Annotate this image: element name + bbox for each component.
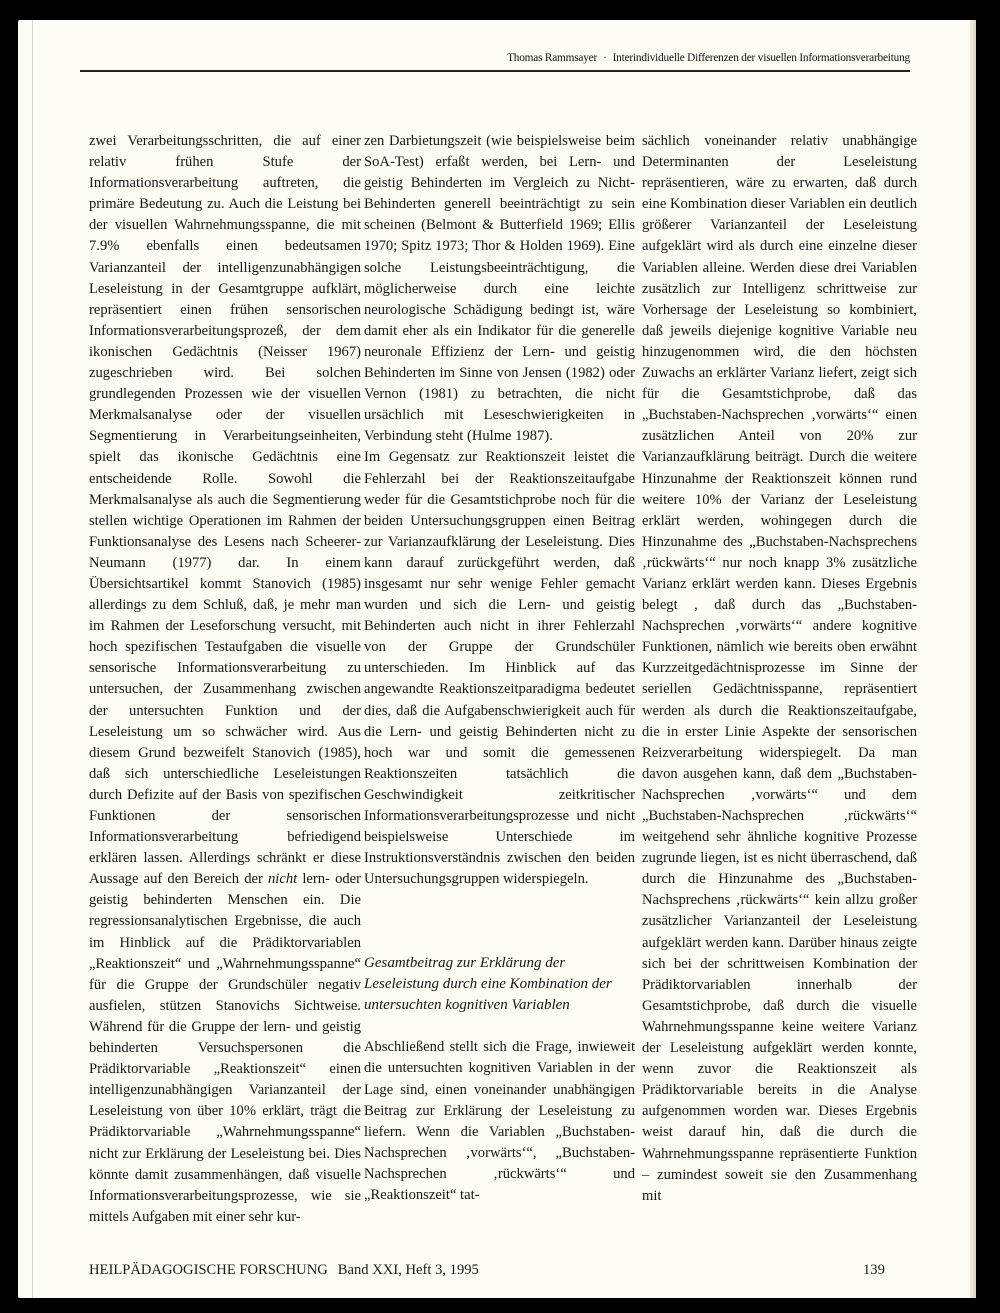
page-gutter-line: [32, 20, 33, 1298]
text-column-3: [642, 131, 917, 1207]
section-subheading: Gesamtbeitrag zur Erklärung der Leseleistung durch eine Kombination der untersuchten kognitiven Variablen: [364, 955, 612, 1014]
paragraph: zen Darbietungszeit (wie beispielsweise beim SoA-Test) erfaßt werden, bei Lern- und geistig Behinderten im Vergleich zu Nicht-Behinderten generell beeinträchtigt zu sein scheinen (Belmont & Butterfield 1969; Ellis 1970; Spitz 1973; Thor & Holden 1969). Eine solche Leistungsbeeinträchtigung, die möglicherweise durch eine leichte neurologische Schädigung bedingt ist, wäre damit eher als ein Indikator für die generelle neuronale Effizienz der Lern- und geistig Behinderten im Sinne von Jensen (1982) oder Vernon (1981) zu betrachten, die nicht ursächlich mit Leseschwierigkeiten in Verbindung steht (Hulme 1987).: [364, 133, 635, 445]
running-head-title: Interindividuelle Differenzen der visuellen Informationsverarbeitung: [612, 52, 910, 64]
paragraph: [89, 131, 361, 1228]
running-head: [80, 52, 910, 64]
running-head-separator: ·: [603, 52, 607, 64]
paragraph: Im Gegensatz zur Reaktionszeit leistet die Fehlerzahl bei der Reaktionszeitaufgabe weder für die Gesamtstichprobe noch für die beiden Untersuchungsgruppen einen Beitrag zur Varianzaufklärung der Leseleistung. Dies kann darauf zurückgeführt werden, daß insgesamt nur sehr wenige Fehler gemacht wurden und sich die Lern- und geistig Behinderten auch nicht in ihrer Fehlerzahl von der Gruppe der Grundschüler unterschieden. Im Hinblick auf das angewandte Reaktionszeitparadigma bedeutet dies, daß die Aufgabenschwierigkeit auch für die Lern- und geistig Behinderten nicht zu hoch war und somit die gemessenen Reaktionszeiten tatsächlich die Geschwindigkeit zeitkritischer Informationsverarbeitungsprozesse und nicht beispielsweise Unterschiede im Instruktionsverständnis zwischen den beiden Untersuchungsgruppen widerspiegeln.: [364, 449, 635, 888]
paragraph: sächlich voneinander relativ unabhängige Determinanten der Leseleistung repräsentieren, wäre zu erwarten, daß durch eine Kombination dieser Variablen ein deutlich größerer Varianzanteil der Leseleistung aufgeklärt wird als durch eine einzelne dieser Variablen alleine. Werden diese drei Variablen zusätzlich zur Intelligenz schrittweise zur Vorhersage der Leseleistung so kombiniert, daß jeweils diejenige kognitive Variable neu hinzugenommen wird, die den höchsten Zuwachs an erklärter Varianz liefert, zeigt sich für die Gesamtstichprobe, daß das „Buchstaben-Nachsprechen ‚vorwärts‘“ einen zusätzlichen Anteil von 20% zur Varianzaufklärung beiträgt. Durch die weitere Hinzunahme der Reaktionszeit können rund weitere 10% der Varianz der Leseleistung erklärt werden, wohingegen durch die Hinzunahme des „Buchstaben-Nachsprechens ‚rückwärts‘“ nur noch knapp 3% zusätzliche Varianz erklärt werden kann. Dieses Ergebnis belegt , daß durch das „Buchstaben-Nachsprechen ‚vorwärts‘“ andere kognitive Funktionen, nämlich wie bereits oben erwähnt Kurzzeitgedächtnisprozesse im Sinne der seriellen Gedächtnisspanne, repräsentiert werden als durch die Reaktionszeitaufgabe, die in erster Linie Aspekte der sensorischen Reizverarbeitung widerspiegelt. Da man davon ausgehen kann, daß dem „Buchstaben-Nachsprechen ‚vorwärts‘“ und dem „Buchstaben-Nachsprechen ‚rückwärts‘“ weitgehend sehr ähnliche kognitive Prozesse zugrunde liegen, ist es nicht überraschend, daß durch die Hinzunahme des „Buchstaben-Nachsprechens ‚rückwärts‘“ kein allzu großer zusätzlicher Varianzanteil der Leseleistung aufgeklärt werden kann. Darüber hinaus zeigte sich bei der schrittweisen Kombination der Prädiktorvariablen innerhalb der Gesamtstichprobe, daß durch die visuelle Wahrnehmungsspanne keine weitere Varianz der Leseleistung aufgeklärt werden konnte, wenn zuvor die Reaktionszeit als Prädiktorvariable bereits in die Analyse aufgenommen worden war. Dieses Ergebnis weist darauf hin, daß die durch die Wahrnehmungsspanne repräsentierte Funktion – zumindest soweit sie den Zusammenhang mit: [642, 133, 917, 1204]
journal-volume: Band XXI, Heft 3, 1995: [337, 1262, 479, 1278]
running-head-author: Thomas Rammsayer: [507, 52, 598, 64]
footer-journal: [89, 1262, 479, 1279]
page-edge: [970, 20, 976, 1298]
emphasis-text: nicht: [268, 871, 298, 888]
text-column-2: [364, 131, 635, 1206]
paragraph-text: zwei Verarbeitungsschritten, die auf einer relativ frühen Stufe der Informationsverarbeitung auftreten, die primäre Bedeutung zu. Auch die Leistung bei der visuellen Wahrnehmungsspanne, die mit 7.9% ebenfalls einen bedeutsamen Varianzanteil der intelligenzunabhängigen Leseleistung in der Gesamtgruppe aufklärt, repräsentiert einen frühen sensorischen Informationsverarbeitungsprozeß, der dem ikonischen Gedächtnis (Neisser 1967) zugeschrieben wird. Bei solchen grundlegenden Prozessen wie der visuellen Merkmalsanalyse oder der visuellen Segmentierung in Verarbeitungseinheiten, spielt das ikonische Gedächtnis eine entscheidende Rolle. Sowohl die Merkmalsanalyse als auch die Segmentierung stellen wichtige Operationen im Rahmen der Funktionsanalyse des Lesens nach Scheerer-Neumann (1977) dar. In einem Übersichtsartikel kommt Stanovich (1985) allerdings zu dem Schluß, daß, je mehr man im Rahmen der Leseforschung versucht, mit hoch spezifischen Testaufgaben die visuelle sensorische Informationsverarbeitung zu untersuchen, der Zusammenhang zwischen der untersuchten Funktion und der Leseleistung um so schwächer wird. Aus diesem Grund bezweifelt Stanovich (1985), daß sich unterschiedliche Leseleistungen durch Defizite auf der Basis von spezifischen Funktionen der sensorischen Informationsverarbeitung befriedigend erklären lassen. Allerdings schränkt er diese Aussage auf den Bereich der: [89, 133, 361, 888]
scanned-page: [18, 20, 976, 1298]
header-rule: [80, 70, 910, 72]
paragraph-text: lern- oder geistig behinderten Menschen ein. Die regressionsanalytischen Ergebnisse, die auch im Hinblick auf die Prädiktorvariablen „Reaktionszeit“ und „Wahrnehmungsspanne“ für die Gruppe der Grundschüler negativ ausfielen, stützen Stanovichs Sichtweise. Während für die Gruppe der lern- und geistig behinderten Versuchspersonen die Prädiktorvariable „Reaktionszeit“ einen intelligenzunabhängigen Varianzanteil der Leseleistung von über 10% erklärt, trägt die Prädiktorvariable „Wahrnehmungsspanne“ nicht zur Erklärung der Leseleistung bei. Dies könnte damit zusammenhängen, daß visuelle Informationsverarbeitungsprozesse, wie sie mittels Aufgaben mit einer sehr kur-: [89, 871, 361, 1225]
paragraph: Abschließend stellt sich die Frage, inwieweit die untersuchten kognitiven Variablen in der Lage sind, einen voneinander unabhängigen Beitrag zur Erklärung der Leseleistung zu liefern. Wenn die Variablen „Buchstaben-Nachsprechen ‚vorwärts‘“, „Buchstaben-Nachsprechen ‚rückwärts‘“ und „Reaktionszeit“ tat-: [364, 1039, 635, 1204]
text-column-1: [89, 131, 361, 1228]
journal-name: HEILPÄDAGOGISCHE FORSCHUNG: [89, 1262, 328, 1278]
page-number: 139: [863, 1262, 885, 1278]
